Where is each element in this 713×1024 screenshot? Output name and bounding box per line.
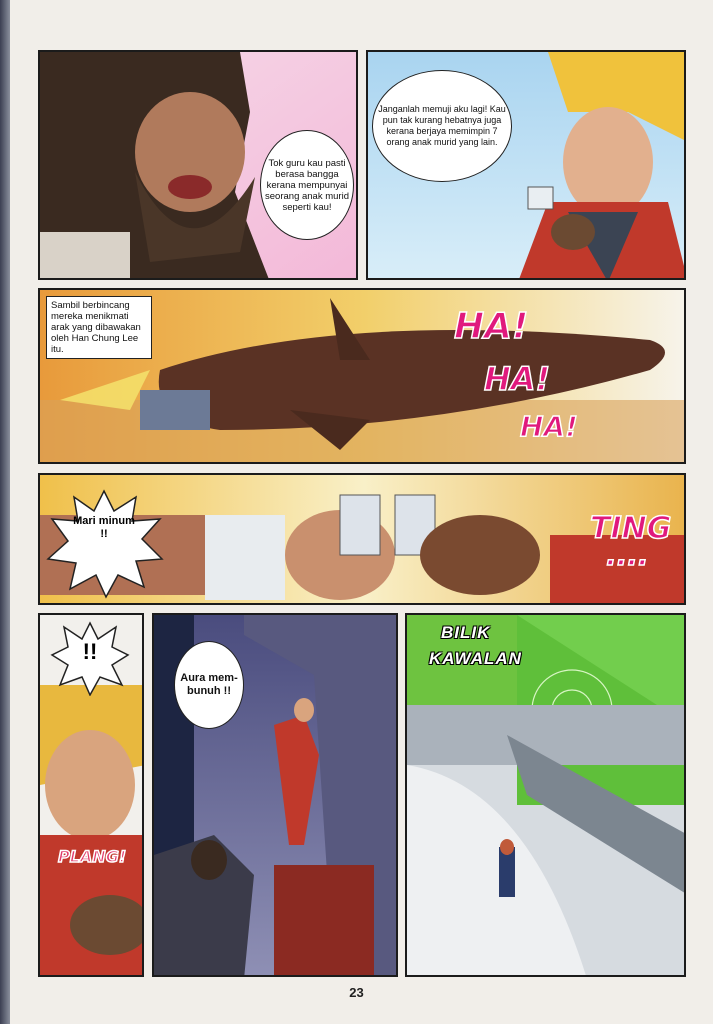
exclaim-text: !! [82,639,98,664]
panel-6 [152,613,398,977]
panel-4 [38,473,686,605]
sfx-ha-3: HA! [520,410,578,443]
sfx-ha-1: HA! [454,306,529,347]
speech-bubble-2: Janganlah memuji aku lagi! Kau pun tak kurang hebatnya juga kerana berjaya memimpin 7 orang anak murid yang lain. [372,70,512,182]
sfx-ha-2: HA! [484,360,551,398]
sign-line-2: KAWALAN [429,649,522,668]
panel-2 [366,50,686,280]
speech-burst: Mari minum !! [73,515,135,540]
sign-line-1: BILIK [441,623,491,642]
panel-1 [38,50,358,280]
book-spine [0,0,10,1024]
page-number: 23 [349,985,364,1000]
narration-caption: Sambil berbincang mereka menikmati arak yang dibawakan oleh Han Chung Lee itu. [46,296,152,359]
sfx-ting-dots: .... [606,539,649,572]
sfx-ting: TING [590,511,672,546]
speech-bubble-aura: Aura mem- bunuh !! [174,641,244,729]
panel-7-art [407,615,686,977]
panel-5 [38,613,144,977]
panel-3 [38,288,686,464]
panel-7 [405,613,686,977]
burst-bubble [44,489,164,599]
speech-bubble-1: Tok guru kau pasti berasa bangga kerana mempunyai seorang anak murid seperti kau! [260,130,354,240]
sfx-plang: PLANG! [58,847,127,866]
